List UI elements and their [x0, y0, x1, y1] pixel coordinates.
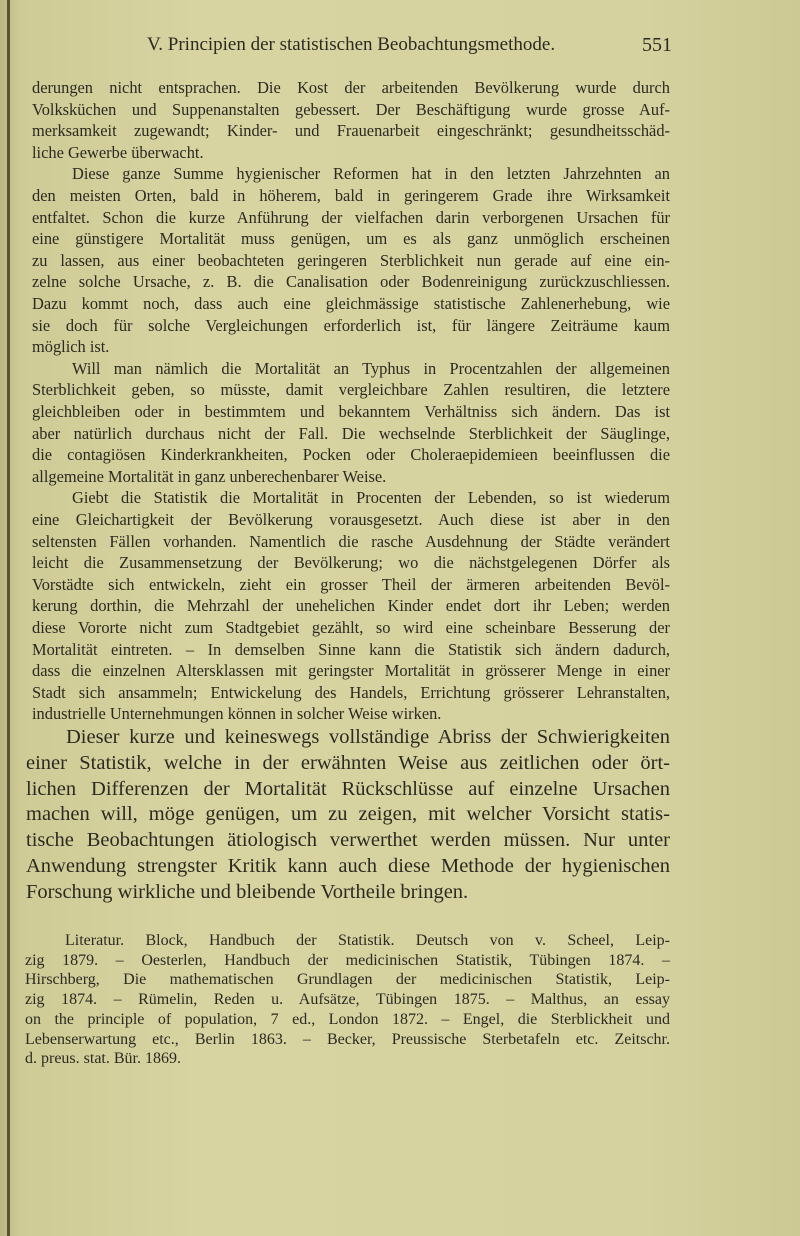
text-line: eine Gleichartigkeit der Bevölkerung vorausgesetzt. Auch diese ist aber in den — [32, 510, 670, 529]
text-line: den meisten Orten, bald in höherem, bald in geringerem Grade ihre Wirksamkeit — [32, 186, 670, 205]
text-line: machen will, möge genügen, um zu zeigen, mit welcher Vorsicht statis- — [26, 803, 670, 826]
text-line: einer Statistik, welche in der erwähnten Weise aus zeitlichen oder ört- — [26, 751, 670, 774]
text-line: sie doch für solche Vergleichungen erforderlich ist, für längere Zeiträume kaum — [32, 315, 670, 335]
text-line: Lebenserwartung etc., Berlin 1863. – Becker, Preussische Sterbetafeln etc. Zeitschr. — [25, 1030, 670, 1048]
text-line: die contagiösen Kinderkrankheiten, Pocken oder Choleraepidemieen beeinflussen die — [32, 445, 670, 465]
text-line: Literatur. Block, Handbuch der Statistik. Deutsch von v. Scheel, Leip- — [65, 932, 670, 949]
text-line: Anwendung strengster Kritik kann auch diese Methode der hygienischen — [26, 855, 670, 877]
text-line: liche Gewerbe überwacht. — [32, 142, 204, 162]
text-line: Mortalität eintreten. – In demselben Sinne kann die Statistik sich ändern dadurch, — [32, 639, 670, 659]
text-line: zu lassen, aus einer beobachteten geringeren Sterblichkeit nun gerade auf eine ein- — [32, 250, 670, 270]
text-line: kerung dorthin, die Mehrzahl der unehelichen Kinder endet dort ihr Leben; werden — [32, 596, 670, 616]
text-line: aber natürlich durchaus nicht der Fall. Die wechselnde Sterblichkeit der Säuglinge, — [32, 423, 670, 443]
text-line: entfaltet. Schon die kurze Anführung der vielfachen darin verborgenen Ursachen für — [32, 207, 670, 227]
text-line: Will man nämlich die Mortalität an Typhus in Procentzahlen der allgemeinen — [72, 358, 670, 378]
text-line: zelne solche Ursache, z. B. die Canalisation oder Bodenreinigung zurückzuschliessen. — [32, 272, 670, 292]
text-line: seltensten Fällen vorhanden. Namentlich die rasche Ausdehnung der Städte verändert — [32, 531, 670, 551]
text-line: gleichbleiben oder in bestimmtem und bekanntem Verhältniss sich ändern. Das ist — [32, 402, 670, 421]
text-line: zig 1874. – Rümelin, Reden u. Aufsätze, Tübingen 1875. – Malthus, an essay — [25, 991, 670, 1009]
text-line: Volksküchen und Suppenanstalten gebessert. Der Beschäftigung wurde grosse Auf- — [32, 99, 670, 119]
text-line: Dieser kurze und keineswegs vollständige Abriss der Schwierigkeiten — [66, 726, 670, 748]
text-line: d. preus. stat. Bür. 1869. — [25, 1050, 181, 1068]
text-line: on the principle of population, 7 ed., London 1872. – Engel, die Sterblickheit und — [25, 1010, 670, 1028]
text-line: eine günstigere Mortalität muss genügen, um es als ganz unmöglich erscheinen — [32, 229, 670, 249]
page-binding-edge — [7, 0, 10, 1236]
text-line: Stadt sich ansammeln; Entwickelung des Handels, Errichtung grösserer Lehranstalten, — [32, 682, 670, 702]
text-line: Dazu kommt noch, dass auch eine gleichmässige statistische Zahlenerhebung, wie — [32, 294, 670, 313]
text-line: derungen nicht entsprachen. Die Kost der arbeitenden Bevölkerung wurde durch — [32, 78, 670, 97]
chapter-title: V. Principien der statistischen Beobachtungsmethode. — [147, 34, 556, 55]
text-line: zig 1879. – Oesterlen, Handbuch der medicinischen Statistik, Tübingen 1874. – — [25, 951, 670, 969]
text-line: leicht die Zusammensetzung der Bevölkerung; wo die nächstgelegenen Dörfer als — [32, 553, 670, 573]
text-line: Hirschberg, Die mathematischen Grundlagen der medicinischen Statistik, Leip- — [25, 971, 670, 989]
text-line: Forschung wirkliche und bleibende Vortheile bringen. — [26, 880, 469, 903]
text-line: lichen Differenzen der Mortalität Rückschlüsse auf einzelne Ursachen — [26, 777, 670, 800]
page-number: 551 — [642, 34, 672, 56]
text-line: industrielle Unternehmungen können in solcher Weise wirken. — [32, 704, 442, 724]
text-line: Giebt die Statistik die Mortalität in Procenten der Lebenden, so ist wiederum — [72, 488, 670, 508]
text-line: diese Vororte nicht zum Stadtgebiet gezählt, so wird eine scheinbare Besserung der — [32, 618, 670, 637]
text-line: dass die einzelnen Altersklassen mit geringster Mortalität in grösserer Menge in einer — [32, 661, 670, 681]
text-line: merksamkeit zugewandt; Kinder- und Frauenarbeit eingeschränkt; gesundheitsschäd- — [32, 121, 670, 141]
text-line: Diese ganze Summe hygienischer Reformen hat in den letzten Jahrzehnten an — [72, 164, 670, 184]
text-line: Vorstädte sich entwickeln, zieht ein grosser Theil der ärmeren arbeitenden Bevöl- — [32, 574, 670, 594]
text-line: tische Beobachtungen ätiologisch verwerthet werden müssen. Nur unter — [26, 829, 670, 852]
text-line: Sterblichkeit geben, so müsste, damit vergleichbare Zahlen resultiren, die letztere — [32, 380, 670, 400]
text-line: allgemeine Mortalität in ganz unberechenbarer Weise. — [32, 466, 387, 486]
text-line: möglich ist. — [32, 337, 110, 357]
